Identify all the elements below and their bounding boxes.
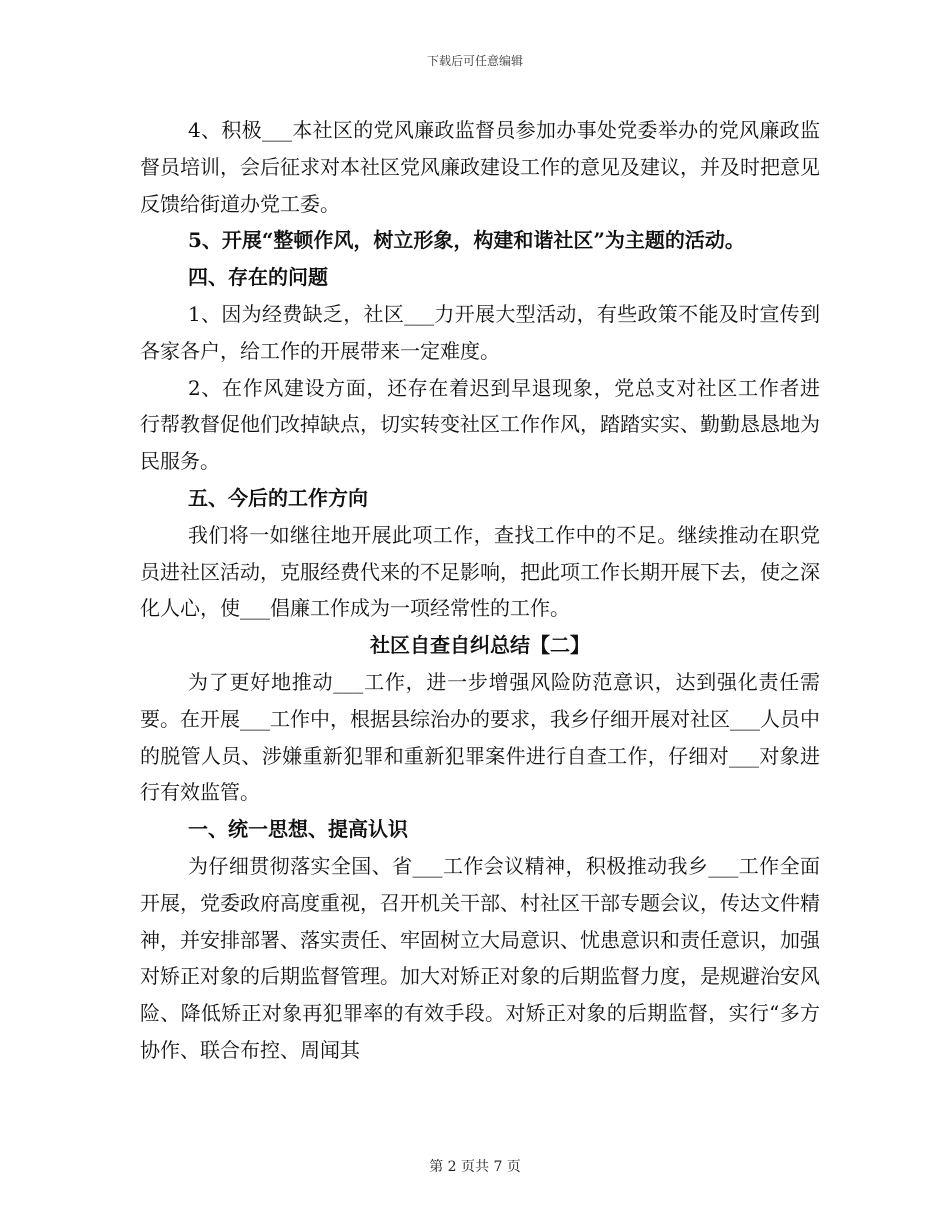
paragraph-item-4: 4、积极___本社区的党风廉政监督员参加办事处党委举办的党风廉政监督员培训，会后征求对本社区党风廉政建设工作的意见及建议，并及时把意见反馈给街道办党工委。 — [140, 118, 820, 216]
page-header: 下载后可任意编辑 — [426, 54, 523, 68]
paragraph-problem-1: 1、因为经费缺乏，社区___力开展大型活动，有些政策不能及时宣传到各家各户，给工作的开展带来一定难度。 — [140, 301, 820, 363]
paragraph-item-5: 5、开展“整顿作风，树立形象，构建和谐社区”为主题的活动。 — [188, 228, 745, 253]
document-title-part-two: 社区自查自纠总结【二】 — [370, 633, 590, 658]
paragraph-problem-2: 2、在作风建设方面，还存在着迟到早退现象，党总支对社区工作者进行帮教督促他们改掉缺点，切实转变社区工作作风，踏踏实实、勤勤恳恳地为民服务。 — [140, 375, 820, 474]
paragraph-unify-thinking: 为仔细贯彻落实全国、省___工作会议精神，积极推动我乡___工作全面开展，党委政府高度重视，召开机关干部、村社区干部专题会议，传达文件精神，并安排部署、落实责任、牢固树立大局意识、忧患意识和责任意识，加强对矫正对象的后期监督管理。加大对矫正对象的后期监督力度，是规避治安风险、降低矫正对象再犯罪率的有效手段。对矫正对象的后期监督，实行“多方协作、联合布控、周闻其 — [140, 853, 820, 1062]
section-heading-problems: 四、存在的问题 — [188, 265, 328, 290]
paragraph-future-direction: 我们将一如继往地开展此项工作，查找工作中的不足。继续推动在职党员进社区活动，克服经费代来的不足影响，把此项工作长期开展下去，使之深化人心，使___倡廉工作成为一项经常性的工作。 — [140, 522, 820, 621]
paragraph-intro-part-two: 为了更好地推动___工作，进一步增强风险防范意识，达到强化责任需要。在开展___工作中，根据县综治办的要求，我乡仔细开展对社区___人员中的脱管人员、涉嫌重新犯罪和重新犯罪案件进行自查工作，仔细对___对象进行有效监管。 — [140, 669, 820, 805]
section-heading-unify-thinking: 一、统一思想、提高认识 — [188, 817, 408, 842]
page-footer: 第 2 页共 7 页 — [429, 1159, 521, 1175]
section-heading-future-direction: 五、今后的工作方向 — [188, 485, 368, 510]
document-body — [140, 112, 820, 1069]
